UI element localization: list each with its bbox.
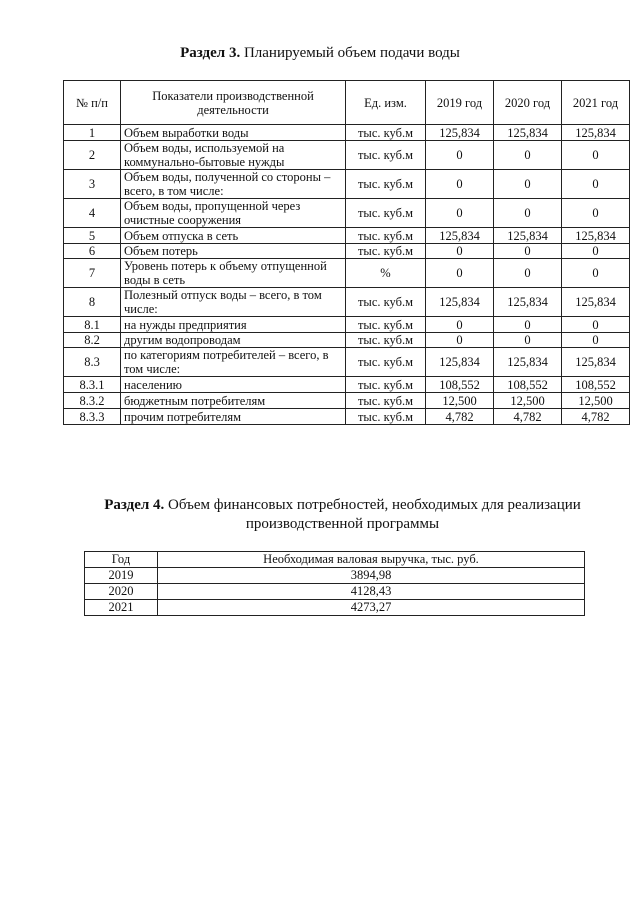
row-value-2021: 0 <box>562 259 630 288</box>
financial-needs-table <box>84 551 585 616</box>
table-row <box>85 568 585 584</box>
row-value-2019: 125,834 <box>426 228 494 244</box>
row-name: Объем потерь <box>121 244 346 259</box>
row-name: прочим потребителям <box>121 409 346 425</box>
row-value-2021: 0 <box>562 170 630 199</box>
row-value-2020: 125,834 <box>494 288 562 317</box>
section-3-title-bold: Раздел 3. <box>180 45 241 61</box>
table-row <box>85 584 585 600</box>
row-value-2021: 4,782 <box>562 409 630 425</box>
header-indicator: Показатели производственной деятельности <box>121 81 346 125</box>
row-revenue: 4273,27 <box>158 600 585 616</box>
row-unit: тыс. куб.м <box>346 228 426 244</box>
row-unit: тыс. куб.м <box>346 288 426 317</box>
table-row <box>64 348 630 377</box>
row-name: другим водопроводам <box>121 333 346 348</box>
row-value-2019: 0 <box>426 170 494 199</box>
section-3-title <box>0 44 640 63</box>
table-row <box>64 317 630 333</box>
table-row <box>64 333 630 348</box>
header-unit: Ед. изм. <box>346 81 426 125</box>
row-name: населению <box>121 377 346 393</box>
row-value-2020: 4,782 <box>494 409 562 425</box>
table-row <box>64 393 630 409</box>
section-3-title-text: Планируемый объем подачи воды <box>240 45 460 61</box>
row-value-2021: 125,834 <box>562 288 630 317</box>
row-num: 8 <box>64 288 121 317</box>
row-value-2019: 0 <box>426 259 494 288</box>
row-revenue: 3894,98 <box>158 568 585 584</box>
row-name: Полезный отпуск воды – всего, в том числе: <box>121 288 346 317</box>
row-value-2020: 0 <box>494 259 562 288</box>
row-revenue: 4128,43 <box>158 584 585 600</box>
row-name: Объем отпуска в сеть <box>121 228 346 244</box>
row-num: 8.3.3 <box>64 409 121 425</box>
row-num: 8.3.2 <box>64 393 121 409</box>
row-value-2019: 0 <box>426 199 494 228</box>
table-row <box>64 377 630 393</box>
row-value-2019: 4,782 <box>426 409 494 425</box>
row-name: бюджетным потребителям <box>121 393 346 409</box>
row-num: 7 <box>64 259 121 288</box>
row-unit: тыс. куб.м <box>346 125 426 141</box>
row-value-2020: 0 <box>494 199 562 228</box>
row-num: 8.2 <box>64 333 121 348</box>
header-2021: 2021 год <box>562 81 630 125</box>
row-num: 1 <box>64 125 121 141</box>
row-value-2020: 125,834 <box>494 125 562 141</box>
row-value-2021: 108,552 <box>562 377 630 393</box>
row-value-2020: 0 <box>494 141 562 170</box>
row-value-2019: 12,500 <box>426 393 494 409</box>
header-2020: 2020 год <box>494 81 562 125</box>
row-name: Объем воды, используемой на коммунально-бытовые нужды <box>121 141 346 170</box>
row-value-2021: 125,834 <box>562 348 630 377</box>
row-unit: тыс. куб.м <box>346 199 426 228</box>
table-header-row <box>64 81 630 125</box>
row-name: Объем воды, пропущенной через очистные сооружения <box>121 199 346 228</box>
row-value-2019: 125,834 <box>426 125 494 141</box>
row-name: Объем воды, полученной со стороны – всего, в том числе: <box>121 170 346 199</box>
row-year: 2019 <box>85 568 158 584</box>
table-row <box>64 288 630 317</box>
header-year: Год <box>85 552 158 568</box>
row-unit: тыс. куб.м <box>346 409 426 425</box>
row-value-2020: 0 <box>494 244 562 259</box>
row-num: 6 <box>64 244 121 259</box>
row-value-2019: 125,834 <box>426 288 494 317</box>
table-row <box>64 125 630 141</box>
row-value-2019: 0 <box>426 333 494 348</box>
row-value-2020: 125,834 <box>494 348 562 377</box>
row-value-2021: 125,834 <box>562 228 630 244</box>
row-value-2020: 0 <box>494 170 562 199</box>
row-unit: тыс. куб.м <box>346 333 426 348</box>
row-value-2019: 125,834 <box>426 348 494 377</box>
table-row <box>85 600 585 616</box>
row-value-2021: 125,834 <box>562 125 630 141</box>
row-num: 8.1 <box>64 317 121 333</box>
section-4-title-bold: Раздел 4. <box>104 497 165 513</box>
row-value-2019: 0 <box>426 317 494 333</box>
row-value-2021: 0 <box>562 244 630 259</box>
row-value-2021: 0 <box>562 141 630 170</box>
row-name: по категориям потребителей – всего, в том числе: <box>121 348 346 377</box>
row-name: Уровень потерь к объему отпущенной воды в сеть <box>121 259 346 288</box>
row-num: 8.3 <box>64 348 121 377</box>
table-header-row <box>85 552 585 568</box>
row-year: 2020 <box>85 584 158 600</box>
row-unit: тыс. куб.м <box>346 393 426 409</box>
row-unit: тыс. куб.м <box>346 141 426 170</box>
row-year: 2021 <box>85 600 158 616</box>
row-num: 5 <box>64 228 121 244</box>
row-num: 3 <box>64 170 121 199</box>
table-row <box>64 141 630 170</box>
row-value-2020: 0 <box>494 317 562 333</box>
table-row <box>64 244 630 259</box>
row-unit: тыс. куб.м <box>346 170 426 199</box>
row-value-2020: 12,500 <box>494 393 562 409</box>
row-unit: тыс. куб.м <box>346 317 426 333</box>
table-row <box>64 170 630 199</box>
row-value-2021: 0 <box>562 317 630 333</box>
row-value-2020: 108,552 <box>494 377 562 393</box>
row-num: 8.3.1 <box>64 377 121 393</box>
row-value-2019: 0 <box>426 141 494 170</box>
row-value-2021: 0 <box>562 333 630 348</box>
row-value-2019: 108,552 <box>426 377 494 393</box>
table-row <box>64 228 630 244</box>
row-value-2019: 0 <box>426 244 494 259</box>
table-row <box>64 259 630 288</box>
row-unit: % <box>346 259 426 288</box>
row-value-2021: 0 <box>562 199 630 228</box>
water-supply-table <box>63 80 630 425</box>
row-num: 2 <box>64 141 121 170</box>
table-row <box>64 409 630 425</box>
header-num: № п/п <box>64 81 121 125</box>
header-revenue: Необходимая валовая выручка, тыс. руб. <box>158 552 585 568</box>
section-4-title <box>90 496 595 534</box>
row-num: 4 <box>64 199 121 228</box>
header-2019: 2019 год <box>426 81 494 125</box>
row-value-2020: 0 <box>494 333 562 348</box>
section-4-title-text: Объем финансовых потребностей, необходимых для реализации производственной программы <box>164 497 581 532</box>
row-unit: тыс. куб.м <box>346 377 426 393</box>
table-row <box>64 199 630 228</box>
row-value-2020: 125,834 <box>494 228 562 244</box>
row-value-2021: 12,500 <box>562 393 630 409</box>
row-unit: тыс. куб.м <box>346 348 426 377</box>
row-name: Объем выработки воды <box>121 125 346 141</box>
row-name: на нужды предприятия <box>121 317 346 333</box>
row-unit: тыс. куб.м <box>346 244 426 259</box>
